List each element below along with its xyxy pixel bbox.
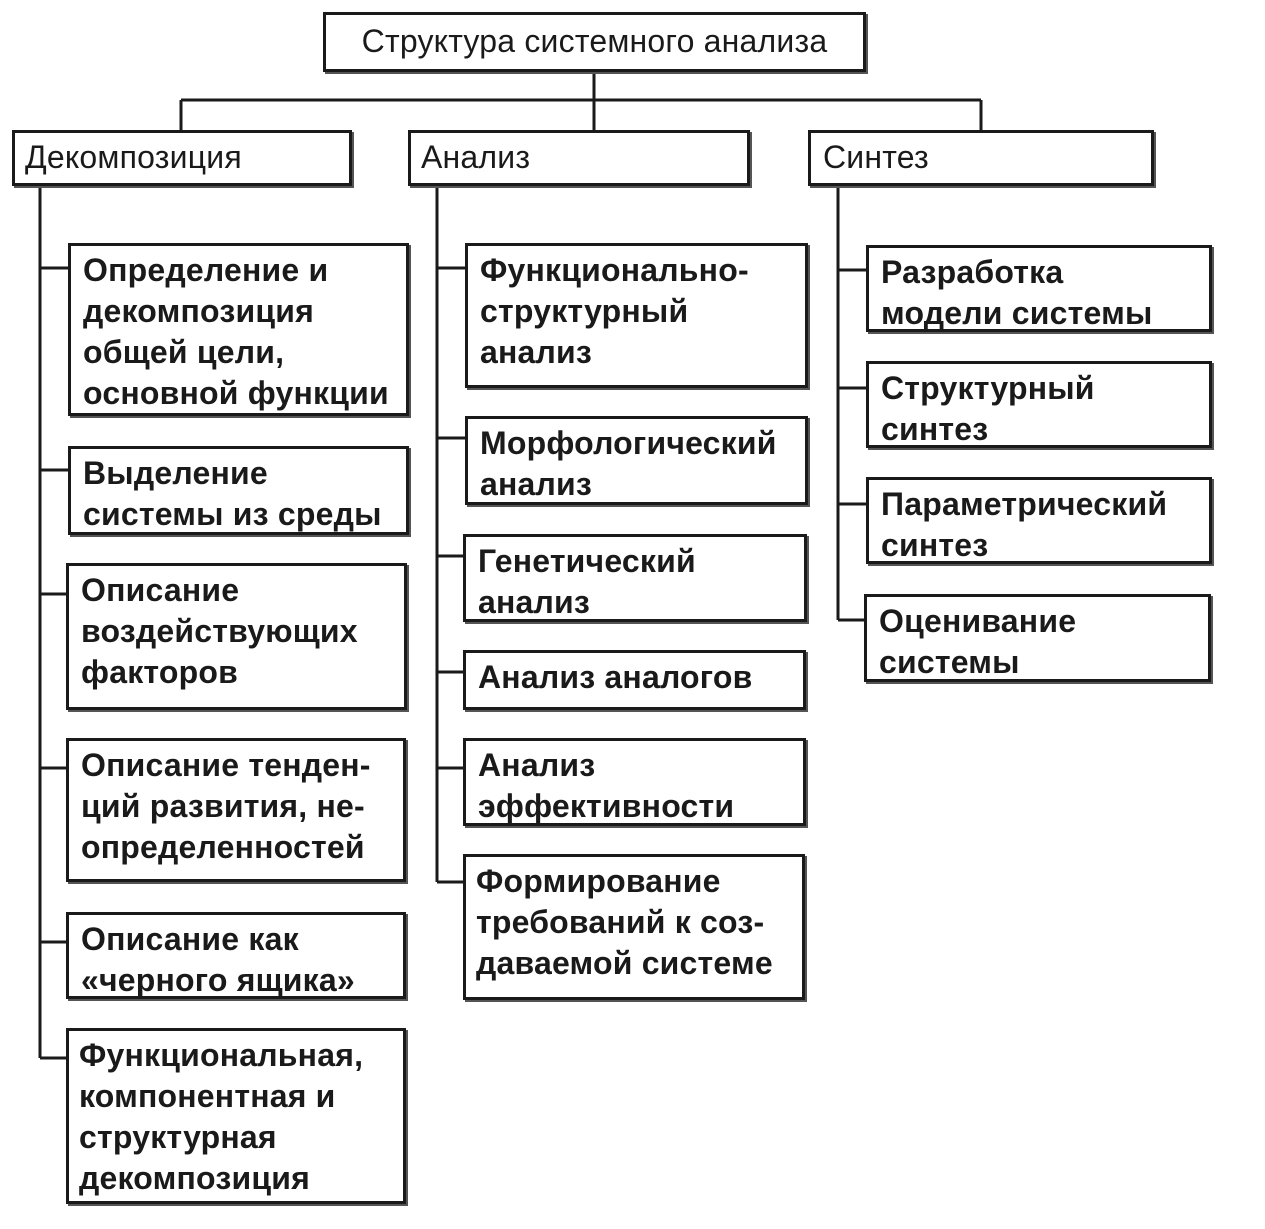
decomposition-item-box — [66, 1028, 406, 1204]
analysis-item-box — [465, 243, 808, 388]
analysis-item-text: Морфологический анализ — [480, 425, 777, 502]
analysis-item-box — [463, 650, 806, 710]
decomposition-item-text: Описание тенден- ций развития, не- определенностей — [81, 747, 371, 865]
decomposition-item-text: Выделение системы из среды — [83, 455, 382, 532]
analysis-item-text: Анализ эффективности — [478, 747, 735, 824]
analysis-item-text: Функционально- структурный анализ — [480, 252, 749, 370]
decomposition-item-box — [66, 912, 406, 999]
decomposition-item-text: Определение и декомпозиция общей цели, основной функции — [83, 252, 389, 411]
decomposition-item-box — [66, 563, 407, 710]
decomposition-item-box — [68, 446, 409, 535]
analysis-item-box — [465, 416, 808, 505]
diagram-title-box — [323, 12, 866, 72]
heading-analysis-box — [408, 130, 750, 186]
analysis-item-text: Генетический анализ — [478, 543, 696, 620]
synthesis-item-text: Параметрический синтез — [881, 486, 1168, 563]
decomposition-item-box — [68, 243, 409, 416]
analysis-item-box — [463, 854, 805, 1000]
decomposition-item-text: Описание как «черного ящика» — [81, 921, 355, 998]
synthesis-item-text: Оценивание системы — [879, 603, 1077, 680]
heading-synthesis-box — [808, 130, 1154, 186]
heading-synthesis: Синтез — [823, 139, 929, 175]
analysis-item-text: Анализ аналогов — [478, 659, 753, 695]
heading-analysis: Анализ — [421, 139, 531, 175]
synthesis-item-box — [866, 477, 1212, 564]
synthesis-item-text: Разработка модели системы — [881, 254, 1153, 331]
analysis-item-box — [463, 534, 807, 622]
synthesis-item-box — [866, 361, 1212, 448]
synthesis-item-box — [866, 245, 1212, 332]
analysis-item-box — [463, 738, 806, 826]
decomposition-item-box — [66, 738, 406, 882]
decomposition-item-text: Функциональная, компонентная и структурная декомпозиция — [79, 1037, 364, 1196]
decomposition-item-text: Описание воздействующих факторов — [81, 572, 358, 690]
diagram-title: Структура системного анализа — [361, 23, 828, 59]
heading-decomposition: Декомпозиция — [25, 139, 242, 175]
synthesis-item-box — [864, 594, 1211, 682]
synthesis-item-text: Структурный синтез — [881, 370, 1095, 447]
heading-decomposition-box — [12, 130, 352, 186]
analysis-item-text: Формирование требований к соз- даваемой системе — [476, 863, 773, 981]
